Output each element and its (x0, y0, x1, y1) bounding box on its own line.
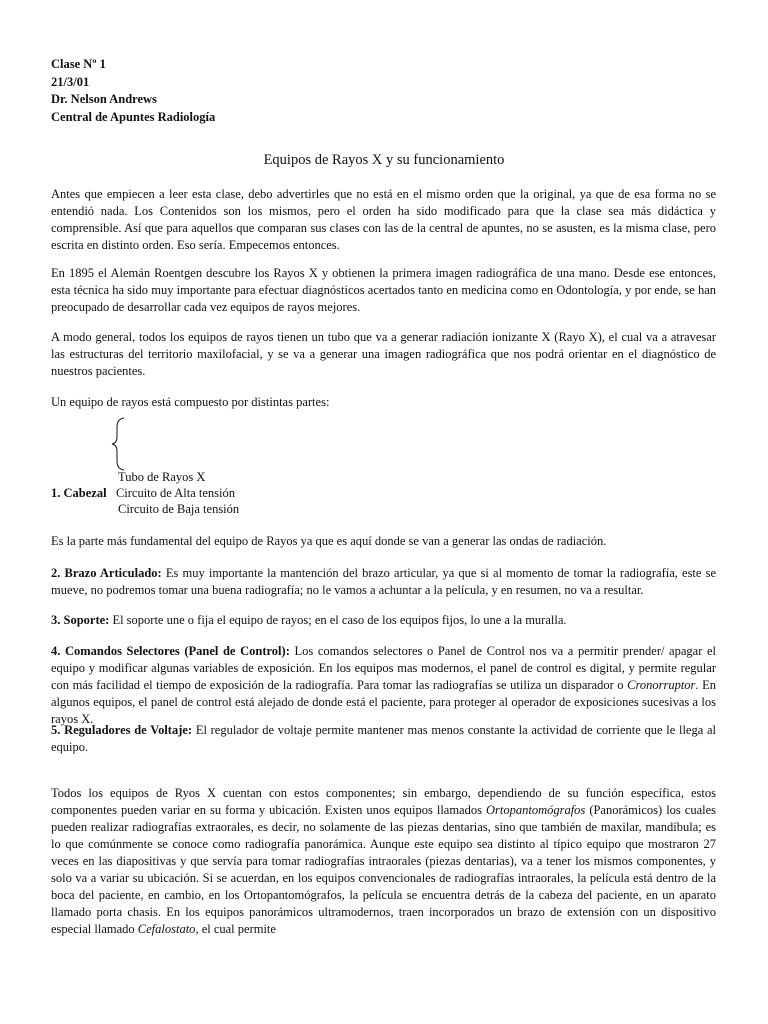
final-italic-2: Cefalostato (137, 922, 196, 936)
lecturer-name: Dr. Nelson Andrews (51, 92, 157, 106)
item-comandos-selectores (51, 643, 716, 728)
cabezal-description: Es la parte más fundamental del equipo de Rayos ya que es aquí donde se van a generar las ondas de radiación. (51, 534, 607, 548)
final-text-1: Todos los equipos de Ryos X cuentan con estos componentes; sin embargo, dependiendo de su función específica, estos componentes pueden variar en su forma y ubicación. Existen unos equipos llamados (51, 786, 716, 817)
final-text-3: , el cual permite (195, 922, 276, 936)
item-brazo-articulado (51, 565, 716, 599)
item-italic-term: Cronorruptor (627, 678, 696, 692)
item-reguladores-voltaje (51, 722, 716, 756)
curly-brace-icon (108, 417, 128, 471)
part-high-voltage: Circuito de Alta tensión (115, 486, 236, 500)
final-text-2: (Panorámicos) los cuales pueden realizar radiografías extraorales, es decir, no solamente de las piezas dentarias, sino que también de maxilar, mandíbula; es lo que comúnmente se conoce como radiografía panorámica. Aunque este equipo sea distinto al típico equipo que mostraron 27 veces en las diapositivas y que servía para tomar radiografías intraorales (piezas dentarias), va a tener los mismos componentes, y solo va a variar su ubicación. Si se acuerdan, en los equipos convencionales de radiografías intraorales, la película está dentro de la boca del paciente, en cambio, en los Ortopantomógrafos, la película se encuentra detrás de la cabeza del paciente, en un aparato llamado porta chasis. En los equipos panorámicos ultramodernos, traen incorporados un brazo de extensión con un dispositivo especial llamado (51, 803, 717, 936)
document-title: Equipos de Rayos X y su funcionamiento (263, 152, 505, 168)
final-italic-1: Ortopantomógrafos (485, 803, 586, 817)
source-name: Central de Apuntes Radiología (51, 109, 216, 124)
intro-paragraph-2: En 1895 el Alemán Roentgen descubre los Rayos X y obtienen la primera imagen radiográfica de una mano. Desde ese entonces, esta técnica ha sido muy importante para efectuar diagnósticos acertados tanto en medicina como en Odontología, y por ende, se han preocupado de desarrollar cada vez equipos de rayos mejores. (51, 266, 716, 314)
item-label: 2. Brazo Articulado: (51, 566, 162, 580)
class-number: Clase Nº 1 (51, 57, 106, 71)
item-label: 5. Reguladores de Voltaje: (51, 723, 193, 737)
part-tube-row (51, 469, 239, 485)
item-label: 3. Soporte: (51, 613, 110, 627)
item-text: Los comandos selectores o Panel de Control nos va a permitir prender/ apagar el equipo y modificar algunas variables de exposición. En los equipos mas modernos, el panel de control es digital, y permite regular con más facilidad el tiempo de exposición de la radiografía. Para tomar las radiografías se utiliza un disparador o (51, 644, 716, 692)
final-paragraph (51, 785, 716, 938)
intro-paragraph-4: Un equipo de rayos está compuesto por distintas partes: (51, 395, 330, 409)
part-tube: Tubo de Rayos X (118, 470, 206, 484)
item-text: El soporte une o fija el equipo de rayos; en el caso de los equipos fijos, lo une a la muralla. (112, 613, 567, 627)
part-cabezal-label: 1. Cabezal (51, 486, 107, 500)
intro-paragraph-1: Antes que empiecen a leer esta clase, debo advertirles que no está en el mismo orden que la original, ya que de esa forma no se entendió nada. Los Contenidos son los mismos, pero el orden ha sido modificado para que la clase sea más didáctica y comprensible. Así que para aquellos que comparan sus clases con las de la central de apuntes, no se asusten, es la misma clase, pero escrita en distinto orden. Eso sería. Empecemos entonces. (51, 187, 716, 252)
part-low-voltage: Circuito de Baja tensión (118, 502, 240, 516)
parts-list (51, 469, 239, 517)
item-text: El regulador de voltaje permite mantener mas menos constante la actividad de corriente que le llega al equipo. (51, 723, 717, 754)
item-soporte (51, 612, 716, 629)
item-text-continued: . En algunos equipos, el panel de control está alejado de donde está el paciente, para proteger al operador de exposiciones sucesivas a los rayos X. (51, 678, 716, 726)
class-date: 21/3/01 (51, 74, 90, 89)
item-text: Es muy importante la mantención del brazo articular, ya que si al momento de tomar la radiografía, este se mueve, no podremos tomar una buena radiografía; no le vamos a achuntar a la película, y en resumen, no va a resultar. (51, 566, 717, 597)
part-low-voltage-row (51, 501, 239, 517)
document-header (51, 56, 215, 126)
intro-paragraph-3: A modo general, todos los equipos de rayos tienen un tubo que va a generar radiación ionizante X (Rayo X), el cual va a atravesar las estructuras del territorio maxilofacial, y se va a generar una imagen radiográfica que nos podrá orientar en el diagnóstico de nuestros pacientes. (51, 330, 716, 378)
item-label: 4. Comandos Selectores (Panel de Control): (51, 644, 290, 658)
part-cabezal-row (51, 485, 239, 501)
